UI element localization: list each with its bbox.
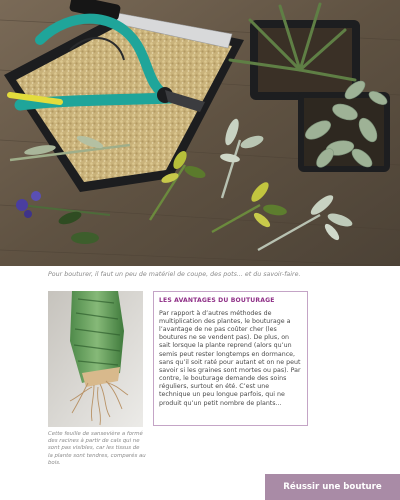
- sidebar-body: Par rapport à d’autres méthodes de multiplication des plantes, le bouturage a l’avantage de ne pas coûter cher (les boutures ne se vendent pas). De plus, on sait lorsque la plante reprend (alors qu’un semis peut rester longtemps en dormance, sans qu’il soit raté pour autant et on ne peut savoir si les graines sont mortes ou pas). Par contre, le bouturage demande des soins réguliers, surtout en été. C’est une technique un peu longue parfois, qui ne produit qu’un petit nombre de plants...: [159, 309, 301, 407]
- sansevieria-leaf-photo: [48, 291, 143, 427]
- top-photo-caption: Pour bouturer, il faut un peu de matériel de coupe, des pots... et du savoir-faire.: [48, 271, 301, 278]
- section-tab: [265, 474, 400, 500]
- sidebar-title: LES AVANTAGES DU BOUTURAGE: [159, 297, 275, 304]
- section-tab-label: Réussir une bouture: [283, 482, 382, 492]
- leaf-photo-caption: Cette feuille de sansevière a formé des racines à partir de cals qui ne sont pas visibles, car les tissus de la plante sont tendres, comparés au bois.: [48, 431, 146, 466]
- advantages-sidebar: [153, 291, 308, 426]
